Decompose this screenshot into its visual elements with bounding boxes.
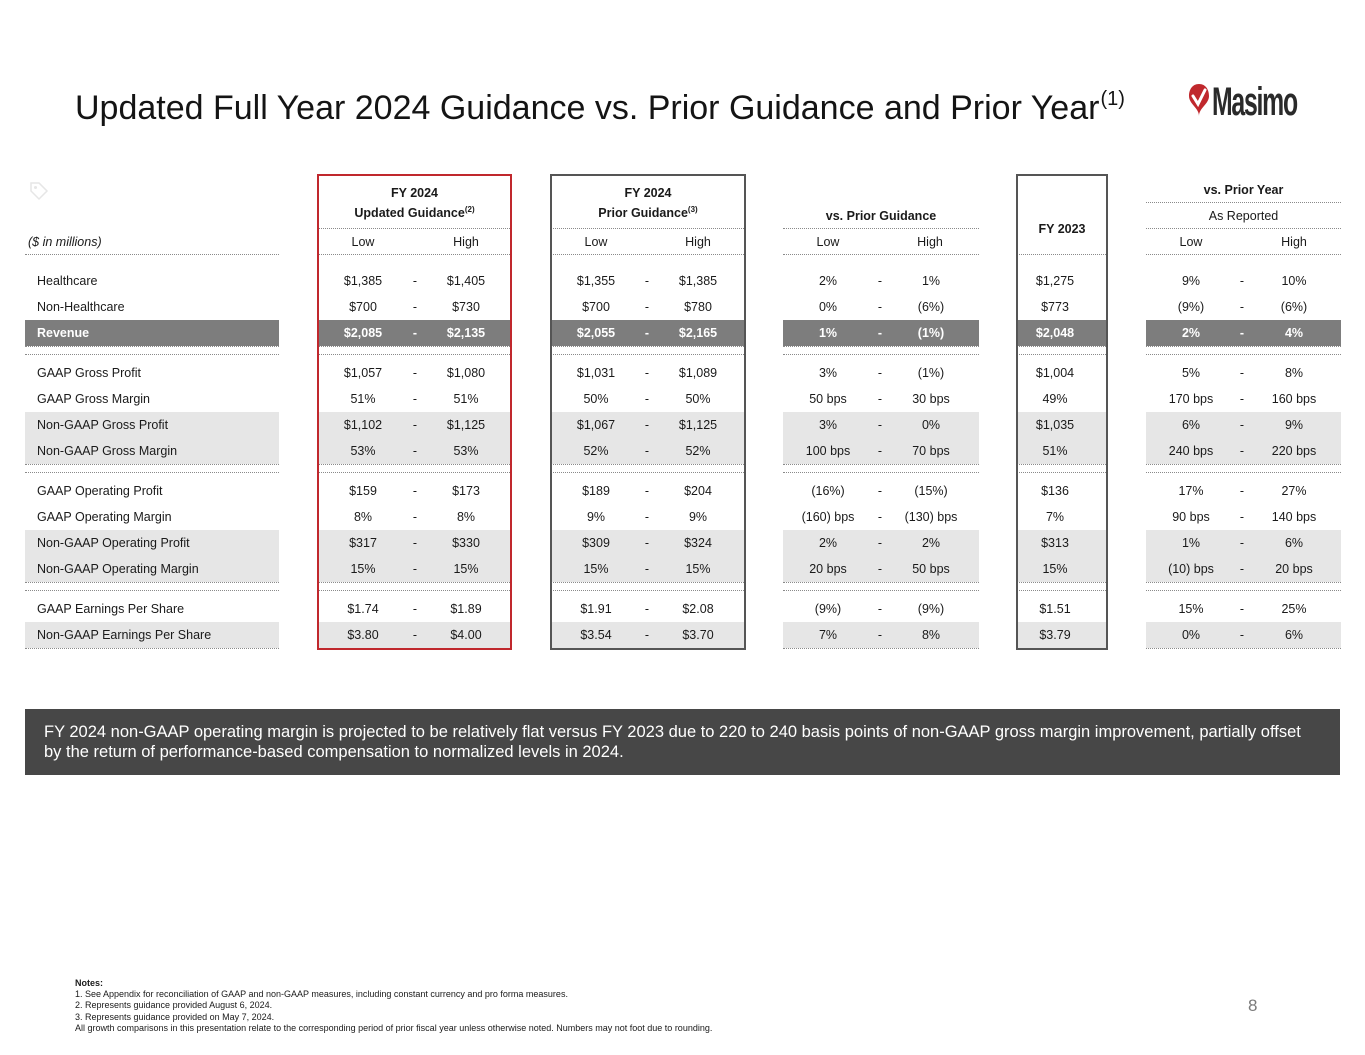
range-dash: - (1239, 300, 1245, 314)
range-dash: - (1239, 444, 1245, 458)
fy2023-cell: $136 (1041, 484, 1069, 498)
header-bottom-divider (25, 254, 279, 255)
prior-high-cell: $1,125 (678, 418, 718, 432)
prior-low-cell: $700 (582, 300, 610, 314)
vs-guidance-high-cell: (130) bps (904, 510, 958, 524)
vs-year-high-cell: 140 bps (1271, 510, 1317, 524)
vs-guidance-high-cell: 0% (921, 418, 941, 432)
range-dash: - (877, 444, 883, 458)
title-footnote-ref: (1) (1100, 88, 1125, 110)
section-divider (783, 472, 979, 473)
range-dash: - (412, 366, 418, 380)
updated-low-cell: $1,102 (343, 418, 383, 432)
range-dash: - (1239, 536, 1245, 550)
range-dash: - (1239, 510, 1245, 524)
range-dash: - (1239, 484, 1245, 498)
tag-icon (28, 180, 50, 202)
vs-prior-year-header: vs. Prior Year (1203, 183, 1284, 197)
vs-guidance-high-cell: (9%) (917, 602, 945, 616)
prior-low-cell: $1,031 (576, 366, 616, 380)
range-dash: - (877, 274, 883, 288)
updated-high-cell: 8% (456, 510, 476, 524)
range-dash: - (412, 392, 418, 406)
section-divider (25, 590, 279, 591)
vs-year-low-cell: 170 bps (1168, 392, 1214, 406)
prior-low-cell: $1.91 (580, 602, 612, 616)
logo-wordmark: Masimo (1212, 80, 1297, 124)
vs-year-high-cell: 4% (1284, 326, 1304, 340)
updated-low-cell: $1.74 (347, 602, 379, 616)
row-label: Non-GAAP Gross Margin (37, 444, 178, 458)
section-divider (25, 472, 279, 473)
range-dash: - (877, 602, 883, 616)
masimo-logo-icon (1188, 82, 1210, 126)
range-dash: - (877, 366, 883, 380)
updated-low-cell: $2,085 (343, 326, 383, 340)
range-dash: - (412, 418, 418, 432)
section-divider (1146, 590, 1341, 591)
updated-low-cell: $700 (349, 300, 377, 314)
vs-guidance-low-cell: 7% (818, 628, 838, 642)
updated-high-cell: $1,125 (446, 418, 486, 432)
vs-guidance-high-cell: 8% (921, 628, 941, 642)
range-dash: - (644, 366, 650, 380)
vs-guidance-high-cell: (1%) (917, 366, 945, 380)
updated-high-cell: $173 (452, 484, 480, 498)
prior-high-cell: $324 (684, 536, 712, 550)
row-divider (25, 582, 279, 583)
row-divider (1146, 582, 1341, 583)
vs-year-low-cell: 15% (1178, 602, 1204, 616)
range-dash: - (412, 562, 418, 576)
margin-callout: FY 2024 non-GAAP operating margin is projected to be relatively flat versus FY 2023 due to 220 to 240 basis points of non-GAAP gross margin improvement, partially offset by the return of performance-based compensation to normalized levels in 2024. (25, 709, 1340, 775)
updated-guidance-label: Updated Guidance (354, 206, 465, 221)
row-label: Non-GAAP Operating Margin (37, 562, 199, 576)
vs-year-low-cell: 90 bps (1172, 510, 1210, 524)
updated-high-cell: 51% (453, 392, 479, 406)
updated-low-cell: $3.80 (347, 628, 379, 642)
row-label: Revenue (37, 326, 90, 340)
prior-high-cell: $1,385 (678, 274, 718, 288)
vs-guidance-low-cell: 1% (818, 326, 838, 340)
range-dash: - (644, 510, 650, 524)
vs-prior-guidance-header: vs. Prior Guidance (825, 209, 937, 223)
range-dash: - (1239, 602, 1245, 616)
range-dash: - (412, 274, 418, 288)
updated-low-cell: 53% (350, 444, 376, 458)
vs-year-low-cell: 5% (1181, 366, 1201, 380)
fy2023-cell: $1,035 (1035, 418, 1075, 432)
row-label: Non-GAAP Gross Profit (37, 418, 169, 432)
range-dash: - (412, 628, 418, 642)
prior-high-cell: $2.08 (682, 602, 714, 616)
vs-year-low-cell: (10) bps (1168, 562, 1214, 576)
row-label: Non-GAAP Operating Profit (37, 536, 190, 550)
section-divider (1146, 472, 1341, 473)
updated-low-cell: $1,385 (343, 274, 383, 288)
note-item: 2. Represents guidance provided August 6, 2024. (75, 1000, 273, 1011)
updated-high-cell: $1.89 (450, 602, 482, 616)
low-header: Low (584, 235, 608, 249)
prior-low-cell: $1,067 (576, 418, 616, 432)
range-dash: - (877, 300, 883, 314)
prior-high-cell: $780 (684, 300, 712, 314)
vs-year-high-cell: 25% (1281, 602, 1307, 616)
vs-guidance-high-cell: 70 bps (912, 444, 950, 458)
vs-guidance-low-cell: 20 bps (809, 562, 847, 576)
range-dash: - (877, 326, 883, 340)
prior-guidance-footnote: (3) (687, 205, 698, 214)
fy2023-cell: $1,004 (1035, 366, 1075, 380)
low-header: Low (816, 235, 840, 249)
prior-high-cell: $1,089 (678, 366, 718, 380)
range-dash: - (644, 484, 650, 498)
vs-guidance-high-cell: 2% (921, 536, 941, 550)
vs-guidance-low-cell: 100 bps (805, 444, 851, 458)
header-divider (1146, 202, 1341, 203)
vs-guidance-high-cell: 1% (921, 274, 941, 288)
fy2023-header: FY 2023 (1038, 222, 1086, 236)
vs-guidance-low-cell: 3% (818, 366, 838, 380)
vs-year-low-cell: 6% (1181, 418, 1201, 432)
fy2023-cell: 15% (1042, 562, 1068, 576)
vs-year-low-cell: 9% (1181, 274, 1201, 288)
vs-year-high-cell: 27% (1281, 484, 1307, 498)
row-divider (783, 464, 979, 465)
row-label: GAAP Earnings Per Share (37, 602, 185, 616)
fy2023-box (1016, 174, 1108, 650)
low-header: Low (351, 235, 375, 249)
fy2023-cell: $313 (1041, 536, 1069, 550)
range-dash: - (412, 510, 418, 524)
row-label: Healthcare (37, 274, 98, 288)
vs-year-high-cell: 6% (1284, 536, 1304, 550)
header-bottom-divider (1146, 254, 1341, 255)
fy2023-cell: $1.51 (1039, 602, 1071, 616)
vs-guidance-high-cell: 50 bps (912, 562, 950, 576)
prior-low-cell: $2,055 (576, 326, 616, 340)
prior-high-cell: 50% (685, 392, 711, 406)
note-item: All growth comparisons in this presentation relate to the corresponding period of prior fiscal year unless otherwise noted. Numbers may not foot due to rounding. (75, 1022, 713, 1033)
range-dash: - (412, 602, 418, 616)
range-dash: - (644, 300, 650, 314)
vs-year-low-cell: 0% (1181, 628, 1201, 642)
prior-low-cell: $1,355 (576, 274, 616, 288)
range-dash: - (1239, 274, 1245, 288)
prior-low-cell: 50% (583, 392, 609, 406)
vs-year-high-cell: 20 bps (1275, 562, 1313, 576)
row-label: Non-Healthcare (37, 300, 125, 314)
page-title (75, 88, 1125, 128)
vs-guidance-low-cell: 2% (818, 536, 838, 550)
row-divider (783, 582, 979, 583)
prior-low-cell: $3.54 (580, 628, 612, 642)
vs-guidance-high-cell: (1%) (917, 326, 945, 340)
updated-low-cell: 15% (350, 562, 376, 576)
range-dash: - (644, 392, 650, 406)
range-dash: - (1239, 562, 1245, 576)
range-dash: - (412, 300, 418, 314)
high-header: High (917, 235, 943, 249)
range-dash: - (877, 418, 883, 432)
fy2023-cell: 51% (1042, 444, 1068, 458)
high-header: High (685, 235, 711, 249)
masimo-logo (1188, 80, 1298, 130)
fy2023-cell: $1,275 (1035, 274, 1075, 288)
prior-high-cell: $204 (684, 484, 712, 498)
vs-year-low-cell: 240 bps (1168, 444, 1214, 458)
prior-low-cell: 52% (583, 444, 609, 458)
range-dash: - (877, 562, 883, 576)
range-dash: - (877, 536, 883, 550)
range-dash: - (644, 418, 650, 432)
fy2023-cell: $773 (1041, 300, 1069, 314)
vs-guidance-low-cell: (16%) (811, 484, 845, 498)
prior-high-cell: $2,165 (678, 326, 718, 340)
range-dash: - (644, 562, 650, 576)
updated-high-cell: $2,135 (446, 326, 486, 340)
vs-guidance-high-cell: 30 bps (912, 392, 950, 406)
range-dash: - (877, 392, 883, 406)
prior-high-cell: 9% (688, 510, 708, 524)
prior-high-cell: 52% (685, 444, 711, 458)
vs-year-high-cell: 8% (1284, 366, 1304, 380)
prior-high-cell: 15% (685, 562, 711, 576)
row-divider (783, 648, 979, 649)
vs-guidance-high-cell: (15%) (914, 484, 948, 498)
range-dash: - (1239, 366, 1245, 380)
range-dash: - (1239, 628, 1245, 642)
range-dash: - (412, 326, 418, 340)
prior-low-cell: $309 (582, 536, 610, 550)
range-dash: - (644, 628, 650, 642)
range-dash: - (1239, 326, 1245, 340)
updated-low-cell: $1,057 (343, 366, 383, 380)
fy2023-cell: 49% (1042, 392, 1068, 406)
range-dash: - (877, 510, 883, 524)
updated-guidance-footnote: (2) (464, 205, 475, 214)
row-label: GAAP Operating Profit (37, 484, 163, 498)
range-dash: - (644, 326, 650, 340)
row-label: GAAP Operating Margin (37, 510, 172, 524)
updated-high-cell: $1,080 (446, 366, 486, 380)
row-label: Non-GAAP Earnings Per Share (37, 628, 212, 642)
row-divider (25, 464, 279, 465)
row-divider (1146, 464, 1341, 465)
range-dash: - (644, 536, 650, 550)
vs-year-high-cell: 220 bps (1271, 444, 1317, 458)
vs-year-high-cell: 160 bps (1271, 392, 1317, 406)
units-label: ($ in millions) (28, 235, 102, 249)
vs-year-high-cell: 9% (1284, 418, 1304, 432)
fy2023-cell: 7% (1045, 510, 1065, 524)
vs-year-low-cell: 17% (1178, 484, 1204, 498)
updated-low-cell: 51% (350, 392, 376, 406)
header-bottom-divider (783, 254, 979, 255)
prior-low-cell: 9% (586, 510, 606, 524)
vs-year-low-cell: 1% (1181, 536, 1201, 550)
fy2023-cell: $2,048 (1035, 326, 1075, 340)
row-divider (1146, 346, 1341, 347)
vs-year-low-cell: 2% (1181, 326, 1201, 340)
vs-guidance-low-cell: (9%) (814, 602, 842, 616)
updated-high-cell: $730 (452, 300, 480, 314)
range-dash: - (644, 444, 650, 458)
header-divider (1146, 228, 1341, 229)
fy2023-cell: $3.79 (1039, 628, 1071, 642)
vs-year-low-cell: (9%) (1177, 300, 1205, 314)
section-divider (783, 354, 979, 355)
updated-high-cell: 15% (453, 562, 479, 576)
row-divider (783, 346, 979, 347)
vs-guidance-low-cell: (160) bps (801, 510, 855, 524)
low-header: Low (1179, 235, 1203, 249)
footnotes (75, 978, 712, 1034)
prior-low-cell: $189 (582, 484, 610, 498)
vs-guidance-low-cell: 3% (818, 418, 838, 432)
row-divider (25, 648, 279, 649)
note-item: 1. See Appendix for reconciliation of GAAP and non-GAAP measures, including constant currency and pro forma measures. (75, 989, 568, 1000)
range-dash: - (877, 484, 883, 498)
range-dash: - (644, 602, 650, 616)
vs-guidance-high-cell: (6%) (917, 300, 945, 314)
row-label: GAAP Gross Margin (37, 392, 151, 406)
section-divider (1146, 354, 1341, 355)
prior-guidance-box (550, 174, 746, 650)
vs-guidance-low-cell: 2% (818, 274, 838, 288)
range-dash: - (412, 536, 418, 550)
row-divider (1146, 648, 1341, 649)
range-dash: - (412, 484, 418, 498)
vs-year-high-cell: (6%) (1280, 300, 1308, 314)
section-divider (783, 590, 979, 591)
range-dash: - (1239, 418, 1245, 432)
header-divider (783, 228, 979, 229)
row-divider (25, 346, 279, 347)
updated-high-cell: $4.00 (450, 628, 482, 642)
vs-year-high-cell: 10% (1281, 274, 1307, 288)
range-dash: - (644, 274, 650, 288)
updated-high-cell: $330 (452, 536, 480, 550)
updated-low-cell: 8% (353, 510, 373, 524)
note-item: 3. Represents guidance provided on May 7, 2024. (75, 1011, 275, 1022)
page-number: 8 (1248, 996, 1258, 1015)
prior-high-cell: $3.70 (682, 628, 714, 642)
vs-guidance-low-cell: 0% (818, 300, 838, 314)
high-header: High (453, 235, 479, 249)
updated-guidance-year: FY 2024 (390, 186, 439, 200)
section-divider (25, 354, 279, 355)
title-text: Updated Full Year 2024 Guidance vs. Prior Guidance and Prior Year (75, 89, 1100, 127)
notes-heading: Notes: (75, 978, 104, 988)
updated-low-cell: $317 (349, 536, 377, 550)
vs-year-high-cell: 6% (1284, 628, 1304, 642)
updated-guidance-box (317, 174, 512, 650)
range-dash: - (877, 628, 883, 642)
row-label: GAAP Gross Profit (37, 366, 141, 380)
vs-guidance-low-cell: 50 bps (809, 392, 847, 406)
prior-low-cell: 15% (583, 562, 609, 576)
as-reported-header: As Reported (1208, 209, 1279, 223)
high-header: High (1281, 235, 1307, 249)
range-dash: - (412, 444, 418, 458)
prior-guidance-year: FY 2024 (624, 186, 672, 200)
updated-high-cell: 53% (453, 444, 479, 458)
range-dash: - (1239, 392, 1245, 406)
prior-guidance-label: Prior Guidance (598, 206, 688, 221)
updated-high-cell: $1,405 (446, 274, 486, 288)
updated-low-cell: $159 (349, 484, 377, 498)
